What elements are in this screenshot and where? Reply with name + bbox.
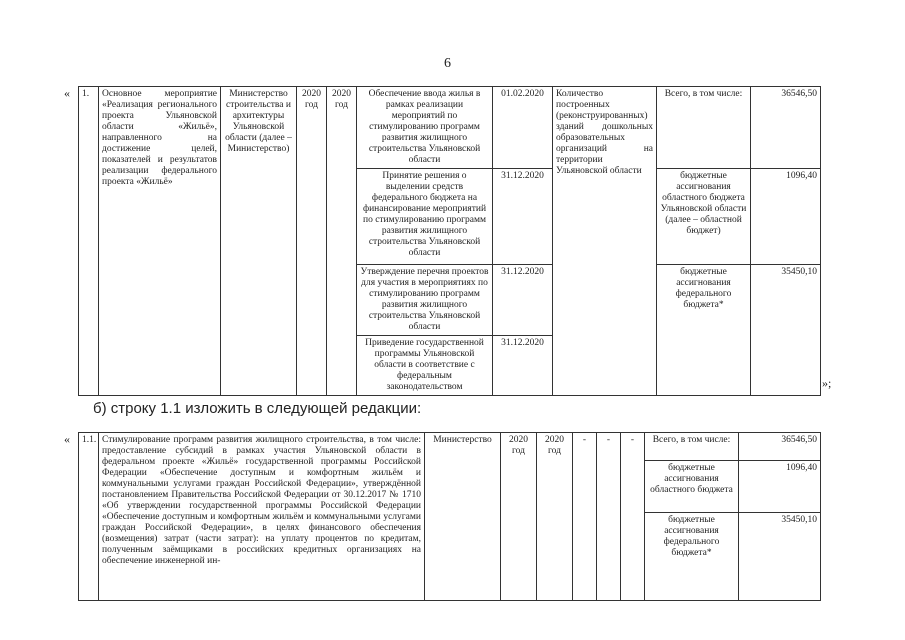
source-regional-value: 1096,40 — [751, 169, 821, 265]
source-regional-label-2: бюджетные ассигнования областного бюджета — [645, 461, 739, 513]
dash-cell-3: - — [621, 433, 645, 601]
event-2: Принятие решения о выделении средств федерального бюджета на финансирование мероприятий по стимулированию программ развития жилищного строительства Ульяновской области — [357, 169, 493, 265]
source-federal-value: 35450,10 — [751, 265, 821, 396]
end-year-2: 2020 год — [537, 433, 573, 601]
source-federal-label: бюджетные ассигнования федерального бюджета* — [657, 265, 751, 396]
start-year: 2020 год — [297, 87, 327, 396]
source-total-label: Всего, в том числе: — [657, 87, 751, 169]
page-number: 6 — [444, 56, 451, 71]
source-total-value-2: 36546,50 — [739, 433, 821, 461]
executor-2: Министерство — [425, 433, 501, 601]
open-quote-2: « — [64, 432, 70, 446]
event-4: Приведение государственной программы Ульяновской области в соответствие с федеральным законодательством — [357, 336, 493, 396]
table-row-1-1 — [78, 432, 821, 601]
source-federal-value-2: 35450,10 — [739, 513, 821, 601]
measure-name: Основное мероприятие «Реализация регионального проекта Ульяновской области «Жильё», направленного на достижение целей, показателей и результатов реализации федерального проекта «Жильё» — [99, 87, 221, 396]
table-row-1 — [78, 86, 821, 396]
event-2-date: 31.12.2020 — [493, 169, 553, 265]
row-number: 1. — [79, 87, 99, 396]
event-1-date: 01.02.2020 — [493, 87, 553, 169]
source-regional-label: бюджетные ассигнования областного бюджета Ульяновской области (далее – областной бюджет) — [657, 169, 751, 265]
dash-cell-1: - — [573, 433, 597, 601]
close-quote: »; — [822, 376, 832, 390]
open-quote: « — [64, 86, 70, 100]
source-total-value: 36546,50 — [751, 87, 821, 169]
source-total-label-2: Всего, в том числе: — [645, 433, 739, 461]
dash-cell-2: - — [597, 433, 621, 601]
start-year-2: 2020 год — [501, 433, 537, 601]
row-number-2: 1.1. — [79, 433, 99, 601]
event-3-date: 31.12.2020 — [493, 265, 553, 336]
section-heading: б) строку 1.1 изложить в следующей редакции: — [93, 400, 422, 417]
source-regional-value-2: 1096,40 — [739, 461, 821, 513]
event-1: Обеспечение ввода жилья в рамках реализации мероприятий по стимулированию программ развития жилищного строительства Ульяновской области — [357, 87, 493, 169]
end-year: 2020 год — [327, 87, 357, 396]
executor: Министерство строительства и архитектуры Ульяновской области (далее – Министерство) — [221, 87, 297, 396]
source-federal-label-2: бюджетные ассигнования федерального бюджета* — [645, 513, 739, 601]
measure-text: Стимулирование программ развития жилищного строительства, в том числе: предоставление субсидий в рамках участия Ульяновской области в федеральном проекте «Жильё» государственной программы Российской Федерации «Обеспечение доступным и комфортным жильём и коммунальными услугами граждан Российской Федерации», утверждённой постановлением Правительства Российской Федерации от 30.12.2017 № 1710 «Об утверждении государственной программы Российской Федерации «Обеспечение доступным и комфортным жильём и коммунальными услугами граждан Российской Федерации», в целях финансового обеспечения (возмещения) затрат (части затрат): на уплату процентов по кредитам, полученным заёмщиками в российских кредитных организациях на обеспечение инженерной ин- — [99, 433, 425, 601]
indicator: Количество построенных (реконструированных) зданий дошкольных образовательных организаций на территории Ульяновской области — [553, 87, 657, 396]
event-4-date: 31.12.2020 — [493, 336, 553, 396]
event-3: Утверждение перечня проектов для участия в мероприятиях по стимулированию программ развития жилищного строительства Ульяновской области — [357, 265, 493, 336]
